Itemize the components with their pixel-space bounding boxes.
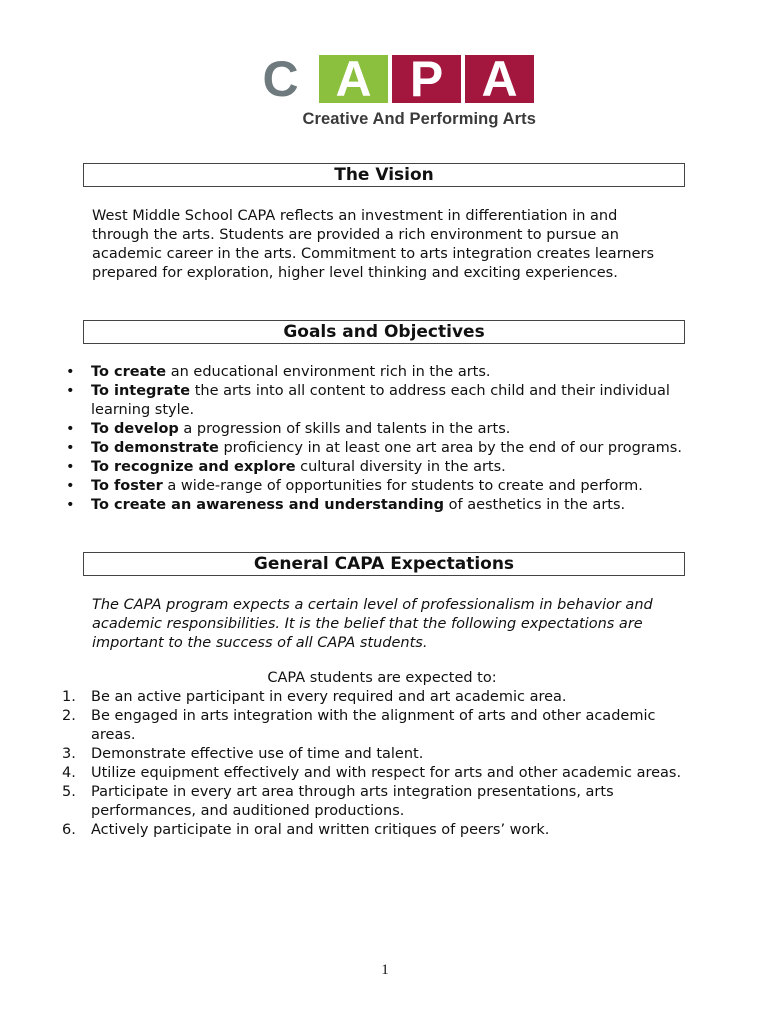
goals-heading: Goals and Objectives <box>83 320 685 344</box>
expectation-item: 2. Be engaged in arts integration with the alignment of arts and other academic areas. <box>62 708 656 743</box>
expectation-item: 5. Participate in every art area through arts integration presentations, arts performances, and auditioned productions. <box>62 784 614 819</box>
goal-item: • To develop a progression of skills and talents in the arts. <box>66 421 511 437</box>
expectations-heading: General CAPA Expectations <box>83 552 685 576</box>
expectations-lead: CAPA students are expected to: <box>267 670 497 686</box>
goal-item: • To demonstrate proficiency in at least one art area by the end of our programs. <box>66 440 682 456</box>
expectations-list <box>62 688 692 840</box>
expectation-item: 3. Demonstrate effective use of time and talent. <box>62 746 424 762</box>
logo-letter-c: C <box>246 55 315 103</box>
expectation-item: 4. Utilize equipment effectively and with respect for arts and other academic areas. <box>62 765 682 781</box>
goal-item: • To create an awareness and understanding of aesthetics in the arts. <box>66 497 626 513</box>
goal-item: • To recognize and explore cultural diversity in the arts. <box>66 459 506 475</box>
expectation-item: 6. Actively participate in oral and written critiques of peers’ work. <box>62 822 550 838</box>
goals-list <box>62 363 692 515</box>
goal-item: • To integrate the arts into all content to address each child and their individual learning style. <box>66 383 670 418</box>
goal-item: • To foster a wide-range of opportunities for students to create and perform. <box>66 478 643 494</box>
logo-letter-p: P <box>392 55 461 103</box>
capa-logo <box>246 51 536 130</box>
logo-letter-a-green: A <box>319 55 388 103</box>
expectations-intro: The CAPA program expects a certain level of professionalism in behavior and academic responsibilities. It is the belief that the following expectations are important to the success of all CAPA students. <box>92 597 653 651</box>
goal-item: • To create an educational environment rich in the arts. <box>66 364 491 380</box>
logo-letter-a-maroon: A <box>465 55 534 103</box>
logo-tagline: Creative And Performing Arts <box>302 110 536 128</box>
vision-paragraph: West Middle School CAPA reflects an investment in differentiation in and through the arts. Students are provided a rich environment to pursue an academic career in the arts. Commitment to arts integration creates learners prepared for exploration, higher level thinking and exciting experiences. <box>92 208 655 281</box>
page-number: 1 <box>381 962 389 978</box>
expectation-item: 1. Be an active participant in every required and art academic area. <box>62 689 567 705</box>
vision-heading: The Vision <box>83 163 685 187</box>
